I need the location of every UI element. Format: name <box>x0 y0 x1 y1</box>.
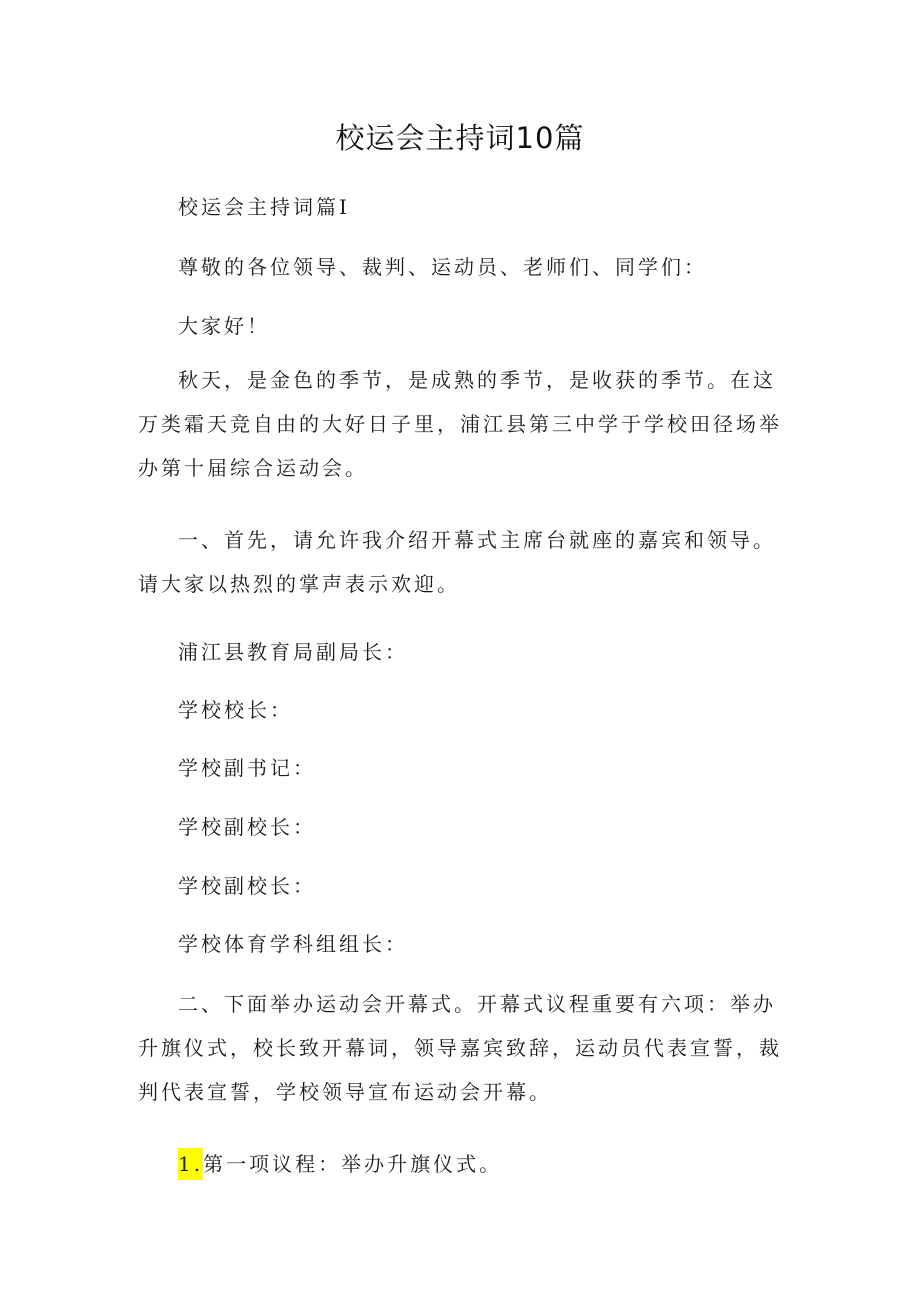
part1-paragraph: 一、首先，请允许我介绍开幕式主席台就座的嘉宾和领导。请大家以热烈的掌声表示欢迎。 <box>138 528 776 596</box>
guest-line: 浦江县教育局副局长： <box>178 640 408 664</box>
guest-line: 学校校长： <box>178 698 293 722</box>
hello-paragraph: 大家好！ <box>178 314 270 338</box>
guest-line: 学校副校长： <box>178 815 316 839</box>
guest-line: 学校副书记： <box>178 756 316 780</box>
intro-paragraph: 秋天，是金色的季节，是成熟的季节，是收获的季节。在这万类霜天竞自由的大好日子里，浦江县第三中学于学校田径场举办第十届综合运动会。 <box>138 368 782 480</box>
section-heading: 校运会主持词篇I <box>178 195 350 219</box>
part2-paragraph: 二、下面举办运动会开幕式。开幕式议程重要有六项：举办升旗仪式，校长致开幕词，领导嘉宾致辞，运动员代表宣誓，裁判代表宣誓，学校领导宣布运动会开幕。 <box>138 992 782 1104</box>
document-title: 校运会主持词10篇 <box>335 121 585 155</box>
guest-line: 学校体育学科组组长： <box>178 932 408 956</box>
agenda-item-1 <box>138 1142 798 1186</box>
agenda-item-text: 第一项议程：举办升旗仪式。 <box>203 1152 503 1176</box>
greeting-paragraph: 尊敬的各位领导、裁判、运动员、老师们、同学们： <box>178 255 707 279</box>
agenda-item-number-highlight: 1. <box>178 1148 203 1180</box>
guest-line: 学校副校长： <box>178 874 316 898</box>
